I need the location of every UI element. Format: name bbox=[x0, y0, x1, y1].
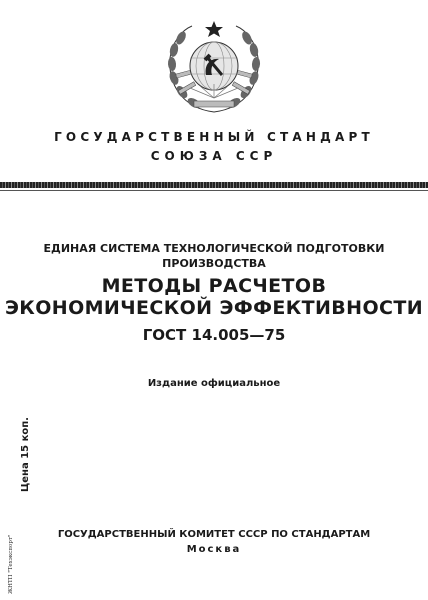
system-name-line2: ПРОИЗВОДСТВА bbox=[162, 257, 266, 270]
document-title-line2: ЭКОНОМИЧЕСКОЙ ЭФФЕКТИВНОСТИ bbox=[4, 297, 424, 319]
system-name-line1: ЕДИНАЯ СИСТЕМА ТЕХНОЛОГИЧЕСКОЙ ПОДГОТОВКИ bbox=[43, 242, 385, 255]
document-title bbox=[0, 275, 428, 319]
publisher-city: Москва bbox=[186, 544, 242, 555]
divider-rule bbox=[0, 182, 428, 188]
divider-thin bbox=[0, 190, 428, 191]
printer-imprint: ЖНТП "Техэкспорт" bbox=[8, 534, 14, 594]
edition-label: Издание официальное bbox=[147, 378, 281, 389]
system-name bbox=[0, 241, 428, 271]
ussr-state-emblem-icon bbox=[160, 18, 268, 118]
price-label: Цена 15 коп. bbox=[20, 417, 31, 492]
publisher-name: ГОСУДАРСТВЕННЫЙ КОМИТЕТ СССР ПО СТАНДАРТАМ bbox=[57, 529, 371, 540]
document-title-line1: МЕТОДЫ РАСЧЕТОВ bbox=[101, 275, 327, 297]
header-title: ГОСУДАРСТВЕННЫЙ СТАНДАРТ bbox=[54, 130, 374, 144]
standard-number: ГОСТ 14.005—75 bbox=[142, 326, 286, 344]
header-subtitle: СОЮЗА ССР bbox=[150, 149, 278, 163]
